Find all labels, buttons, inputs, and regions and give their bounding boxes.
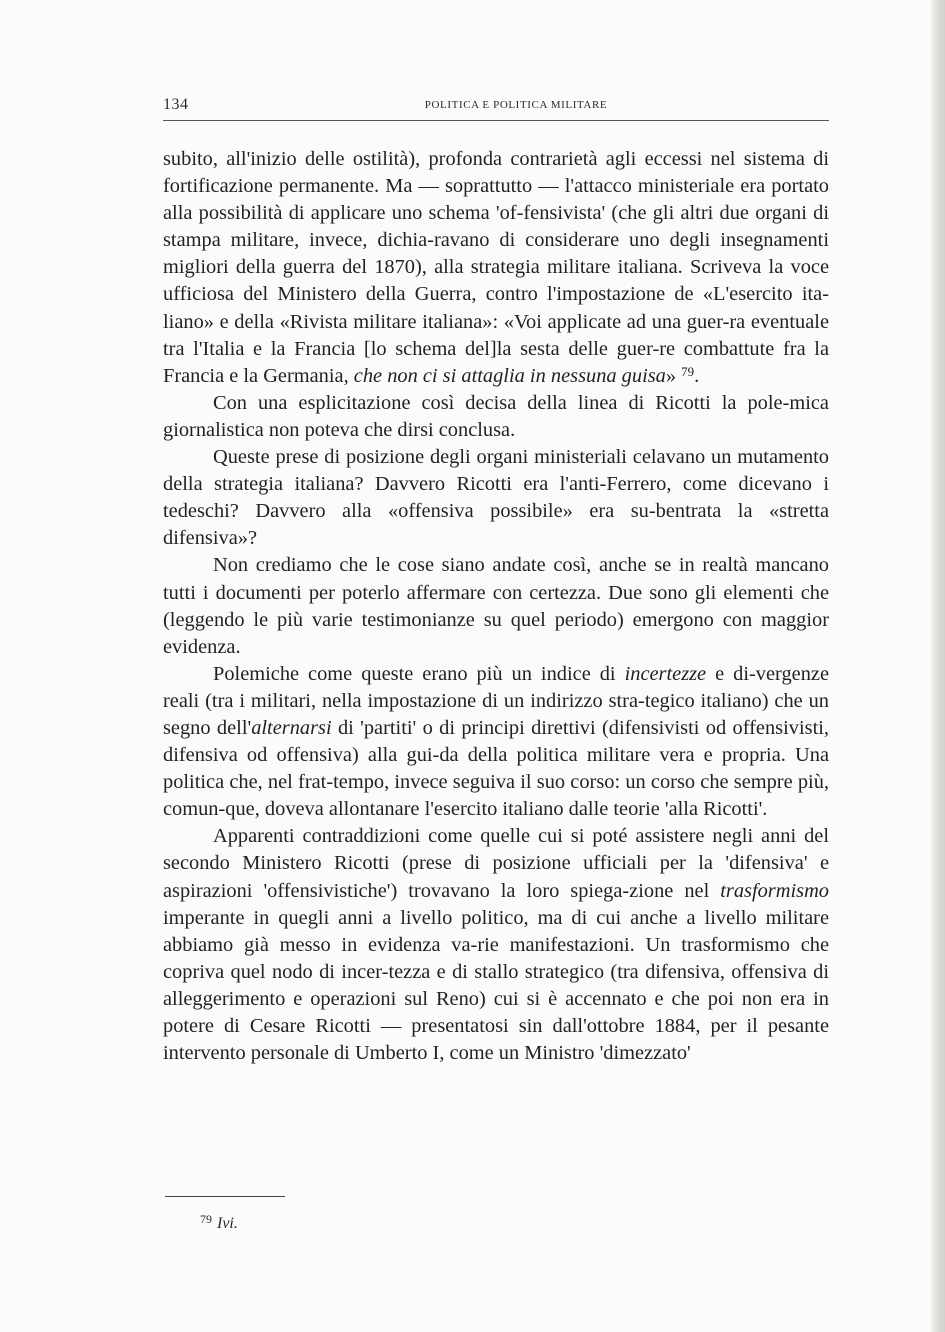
footnote-number: 79 [200, 1212, 212, 1226]
paragraph-3: Queste prese di posizione degli organi ministeriali celavano un mutamento della strategia italiana? Davvero Ricotti era l'anti-Ferrero, come dicevano i tedeschi? Davvero alla «offensiva possibile» era su-bentrata la «stretta difensiva»? [163, 446, 829, 550]
italic-incertezze: incertezze [624, 662, 707, 685]
page-header [163, 96, 829, 118]
paragraph-6: Apparenti contraddizioni come quelle cui si poté assistere negli anni del secondo Ministero Ricotti (prese di posizione ufficiali per la 'difensiva' e aspirazioni 'offensivistiche') trovavano la loro spiega-zione nel trasformismo imperante in quegli anni a livello politico, ma di cui anche a livello militare abbiamo già messo in evidenza va-rie manifestazioni. Un trasformismo che copriva quel nodo di incer-tezza e di stallo strategico (tra difensiva, offensiva di alleggerimento e operazioni sul Reno) cui si è accennato e che poi non era in potere di Cesare Ricotti — presentatosi sin dall'ottobre 1884, per il pesante intervento personale di Umberto I, come un Ministro 'dimezzato' [163, 825, 829, 1065]
footnote-ref-79: 79 [681, 363, 695, 379]
paragraph-2: Con una esplicitazione così decisa della linea di Ricotti la pole-mica giornalistica non poteva che dirsi conclusa. [163, 391, 829, 441]
italic-alternarsi: alternarsi [251, 716, 332, 739]
italic-quote: che non ci si attaglia in nessuna guisa [353, 364, 666, 387]
body-text [163, 146, 829, 1067]
header-rule [163, 120, 829, 121]
footnote-79 [200, 1212, 238, 1233]
paragraph-5: Polemiche come queste erano più un indice di incertezze e di-vergenze reali (tra i militari, nella impostazione di un indirizzo stra-tegico italiano) che un segno dell'alternarsi di 'partiti' o di principi direttivi (difensivisti od offensivisti, difensiva od offensiva) alla gui-da della politica militare vera e propria. Una politica che, nel frat-tempo, invece seguiva il suo corso: un corso che sempre più, comun-que, doveva allontanare l'esercito italiano dalle teorie 'alla Ricotti'. [163, 662, 830, 821]
paragraph-4: Non crediamo che le cose siano andate così, anche se in realtà mancano tutti i documenti per poterlo affermare con certezza. Due sono gli elementi che (leggendo le più varie testimonianze su quel periodo) emergono con maggior evidenza. [163, 554, 829, 658]
footnote-rule [165, 1196, 285, 1197]
running-title: POLITICA E POLITICA MILITARE [424, 99, 608, 111]
paragraph-1: subito, all'inizio delle ostilità), profonda contrarietà agli eccessi nel sistema di fortificazione permanente. Ma — soprattutto — l'attacco ministeriale era portato alla possibilità di applicare uno schema 'of-fensivista' (che gli altri due organi di stampa militare, invece, dichia-ravano di considerare uno degli insegnamenti migliori della guerra del 1870), alla strategia militare italiana. Scriveva la voce ufficiosa del Ministero della Guerra, contro l'impostazione de «L'esercito ita-liano» e della «Rivista militare italiana»: «Voi applicate ad una guer-ra eventuale tra l'Italia e la Francia [lo schema del]la sesta delle guer-re combattute fra la Francia e la Germania, che non ci si attaglia in nessuna guisa» $^{79}$. [163, 148, 829, 387]
italic-trasformismo: trasformismo [720, 879, 829, 902]
footnote-text: Ivi. [217, 1215, 238, 1232]
page-number: 134 [163, 96, 189, 113]
page-edge-shadow [931, 0, 945, 1332]
